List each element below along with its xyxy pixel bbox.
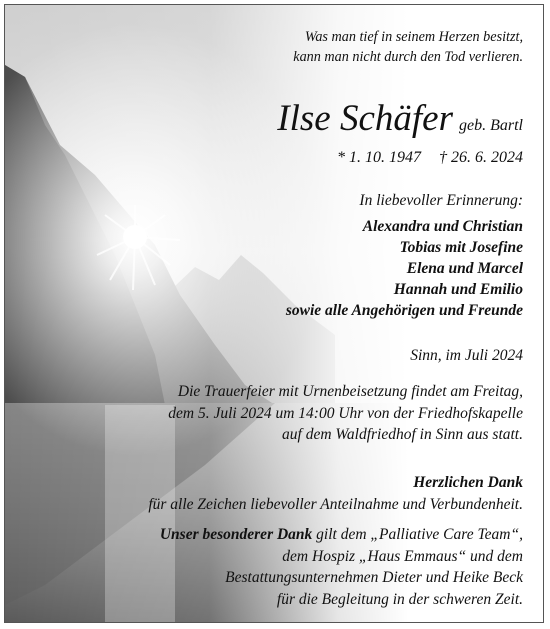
special-thanks-line-2: dem Hospiz „Haus Emmaus“ und dem xyxy=(282,547,523,565)
life-dates xyxy=(337,148,523,168)
thanks-heading: Herzlichen Dank xyxy=(413,474,523,491)
quote-line-1: Was man tief in seinem Herzen besitzt, xyxy=(304,29,523,45)
funeral-notice xyxy=(168,381,523,446)
place-date: Sinn, im Juli 2024 xyxy=(410,347,523,364)
deceased-name-block xyxy=(277,97,523,148)
family-list xyxy=(286,216,523,321)
family-member: Elena und Marcel xyxy=(406,260,523,277)
quote-line-2: kann man nicht durch den Tod verlieren. xyxy=(293,49,523,65)
maiden-name: geb. Bartl xyxy=(459,117,523,134)
birth-date: * 1. 10. 1947 xyxy=(337,149,421,166)
funeral-line-2: dem 5. Juli 2024 um 14:00 Uhr von der Friedhofskapelle xyxy=(168,404,523,422)
special-thanks-line-3: Bestattungsunternehmen Dieter und Heike Beck xyxy=(225,569,523,586)
family-member: Alexandra und Christian xyxy=(362,218,523,235)
family-member: sowie alle Angehörigen und Freunde xyxy=(285,302,523,319)
memory-label: In liebevoller Erinnerung: xyxy=(359,192,523,209)
death-date: † 26. 6. 2024 xyxy=(439,149,523,166)
special-thanks-line-4: für die Begleitung in der schweren Zeit. xyxy=(276,590,523,608)
memorial-quote xyxy=(293,27,523,67)
family-member: Hannah und Emilio xyxy=(393,281,523,298)
deceased-name: Ilse Schäfer xyxy=(277,98,453,139)
special-thanks-bold: Unser besonderer Dank xyxy=(159,526,313,543)
special-thanks-line-1: gilt dem „Palliative Care Team“, xyxy=(312,526,523,543)
funeral-line-1: Die Trauerfeier mit Urnenbeisetzung findet am Freitag, xyxy=(177,383,523,400)
special-thanks xyxy=(160,524,523,610)
obituary-card xyxy=(4,4,544,623)
thanks-text: für alle Zeichen liebevoller Anteilnahme und Verbundenheit. xyxy=(148,496,523,513)
funeral-line-3: auf dem Waldfriedhof in Sinn aus statt. xyxy=(282,426,523,443)
family-member: Tobias mit Josefine xyxy=(399,239,523,256)
